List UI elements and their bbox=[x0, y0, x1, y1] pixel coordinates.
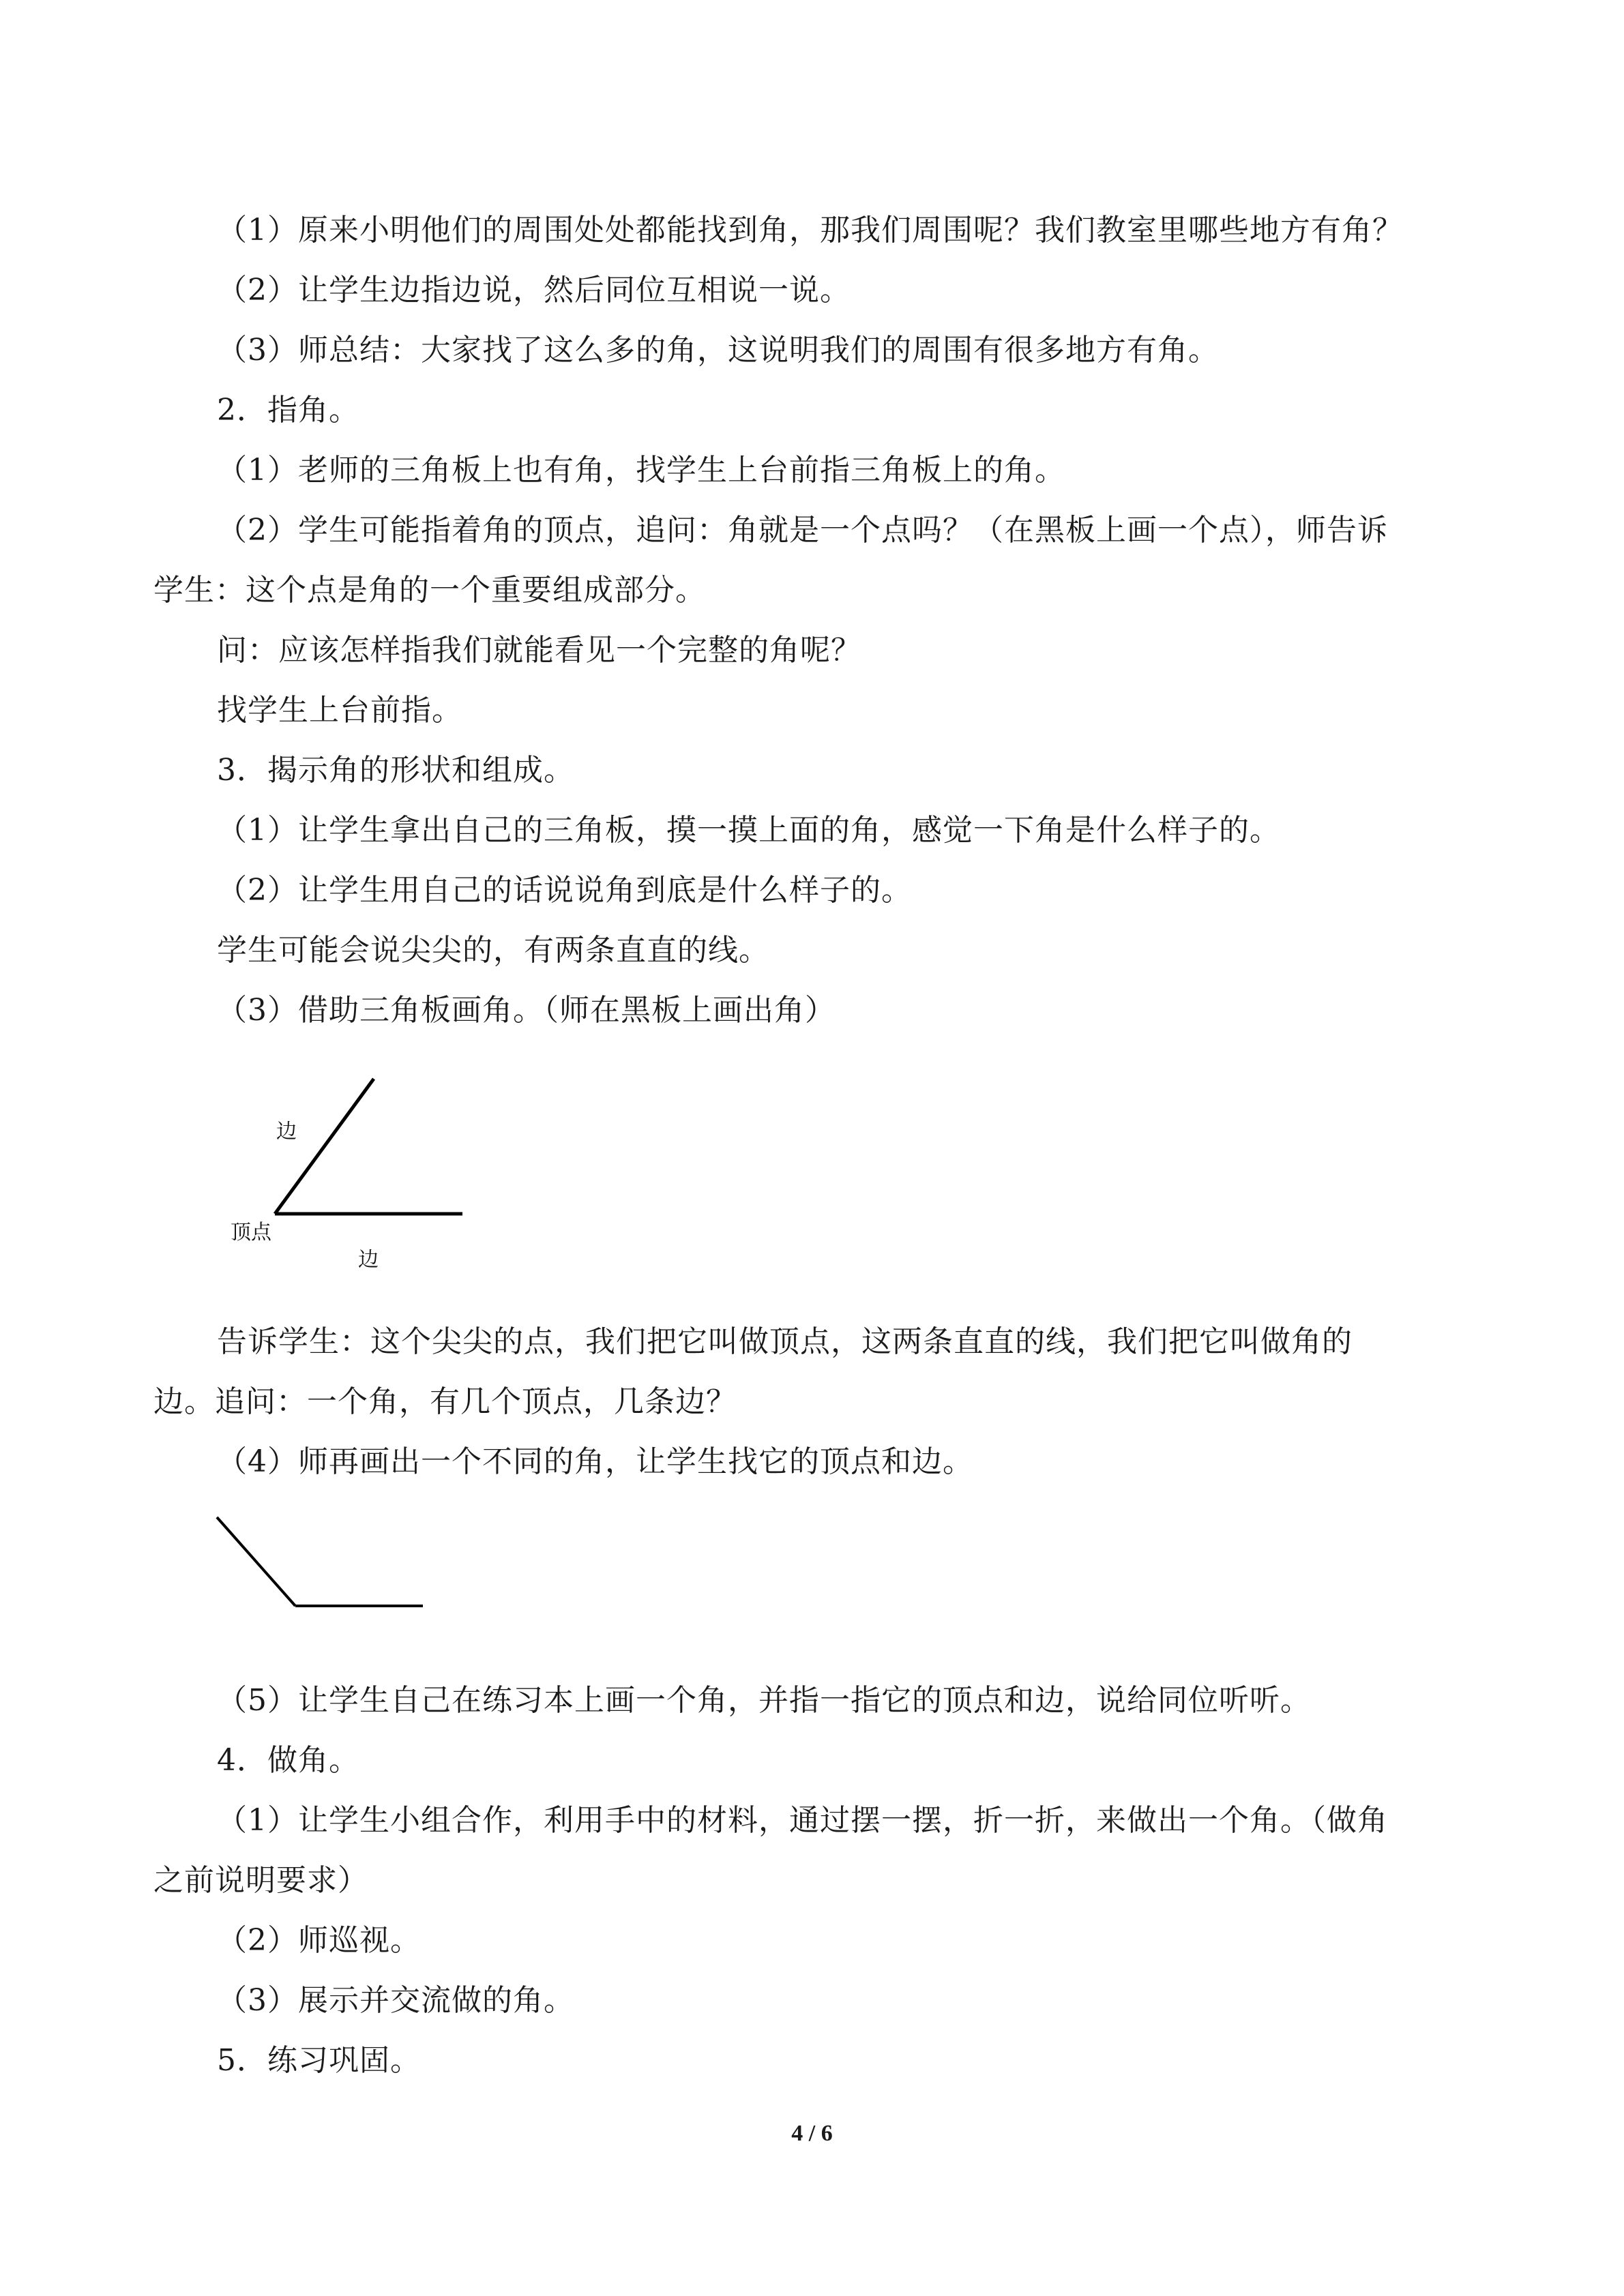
paragraph: （2）让学生边指边说，然后同位互相说一说。 bbox=[217, 273, 851, 308]
paragraph: （1）原来小明他们的周围处处都能找到角，那我们周围呢？我们教室里哪些地方有角？ bbox=[217, 213, 1403, 248]
paragraph: （2）师巡视。 bbox=[217, 1923, 421, 1958]
paragraph: （3）展示并交流做的角。 bbox=[217, 1983, 574, 2018]
paragraph: 问：应该怎样指我们就能看见一个完整的角呢？ bbox=[217, 633, 861, 668]
paragraph: 之前说明要求） bbox=[153, 1863, 368, 1898]
paragraph: （1）让学生拿出自己的三角板，摸一摸上面的角，感觉一下角是什么样子的。 bbox=[217, 813, 1280, 848]
paragraph: （4）师再画出一个不同的角，让学生找它的顶点和边。 bbox=[217, 1444, 973, 1479]
label-side-lower: 边 bbox=[358, 1248, 379, 1272]
section-heading: 2．指角。 bbox=[217, 393, 359, 428]
angle-side-upper bbox=[275, 1079, 374, 1214]
angle2-side-slant bbox=[217, 1517, 295, 1606]
paragraph: 学生：这个点是角的一个重要组成部分。 bbox=[153, 573, 706, 608]
paragraph: （2）学生可能指着角的顶点，追问：角就是一个点吗？（在黑板上画一个点），师告诉 bbox=[217, 513, 1388, 548]
page-number: 4 / 6 bbox=[791, 2121, 833, 2146]
paragraph: 边。追问：一个角，有几个顶点，几条边？ bbox=[153, 1384, 737, 1419]
paragraph: 学生可能会说尖尖的，有两条直直的线。 bbox=[217, 933, 769, 968]
paragraph: （3）师总结：大家找了这么多的角，这说明我们的周围有很多地方有角。 bbox=[217, 333, 1219, 368]
paragraph: （5）让学生自己在练习本上画一个角，并指一指它的顶点和边，说给同位听听。 bbox=[217, 1683, 1311, 1718]
paragraph: 告诉学生：这个尖尖的点，我们把它叫做顶点，这两条直直的线，我们把它叫做角的 bbox=[217, 1324, 1353, 1359]
paragraph: （1）让学生小组合作，利用手中的材料，通过摆一摆，折一折，来做出一个角。（做角 bbox=[217, 1803, 1388, 1838]
paragraph: （2）让学生用自己的话说说角到底是什么样子的。 bbox=[217, 873, 912, 908]
section-heading: 3．揭示角的形状和组成。 bbox=[217, 753, 574, 788]
paragraph: （3）借助三角板画角。（师在黑板上画出角） bbox=[217, 993, 836, 1028]
paragraph: （1）老师的三角板上也有角，找学生上台前指三角板上的角。 bbox=[217, 453, 1065, 488]
label-side-upper: 边 bbox=[276, 1120, 297, 1144]
label-vertex: 顶点 bbox=[231, 1221, 271, 1244]
section-heading: 4．做角。 bbox=[217, 1743, 359, 1778]
section-heading: 5．练习巩固。 bbox=[217, 2043, 421, 2078]
paragraph: 找学生上台前指。 bbox=[217, 693, 462, 728]
